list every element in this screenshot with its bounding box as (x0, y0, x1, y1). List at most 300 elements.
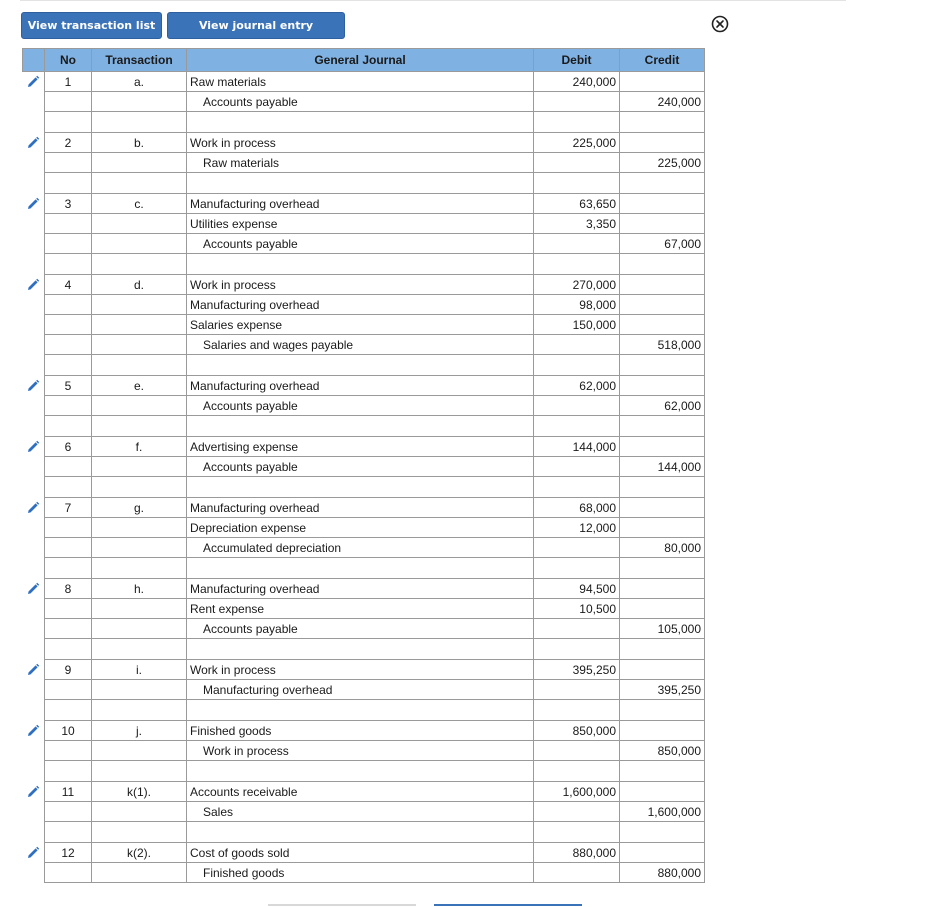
table-row (23, 579, 705, 599)
blank-cell[interactable] (534, 477, 620, 498)
table-row (23, 843, 705, 863)
table-row (23, 72, 705, 92)
blank-cell[interactable] (620, 558, 705, 579)
credit-cell[interactable]: 850,000 (620, 741, 705, 761)
credit-cell[interactable] (620, 782, 705, 802)
blank-cell[interactable] (534, 416, 620, 437)
credit-cell[interactable]: 62,000 (620, 396, 705, 416)
entry-transaction: h. (92, 579, 187, 599)
pencil-icon[interactable] (26, 197, 40, 211)
entry-number (45, 295, 92, 315)
blank-row (23, 112, 705, 133)
credit-cell[interactable]: 395,250 (620, 680, 705, 700)
debit-cell[interactable]: 3,350 (534, 214, 620, 234)
blank-cell (92, 477, 187, 498)
blank-cell[interactable] (620, 254, 705, 275)
entry-transaction: f. (92, 437, 187, 457)
view-transaction-list-button[interactable]: View transaction list (21, 12, 162, 39)
debit-cell[interactable] (534, 335, 620, 355)
edit-cell-empty (23, 234, 45, 254)
account-cell[interactable]: Sales (187, 802, 534, 822)
blank-cell[interactable] (620, 761, 705, 782)
account-cell[interactable]: Raw materials (187, 153, 534, 173)
debit-cell[interactable]: 68,000 (534, 498, 620, 518)
entry-transaction (92, 315, 187, 335)
blank-cell[interactable] (534, 355, 620, 376)
entry-number (45, 741, 92, 761)
account-cell[interactable]: Manufacturing overhead (187, 194, 534, 214)
entry-number (45, 457, 92, 477)
account-cell[interactable]: Manufacturing overhead (187, 579, 534, 599)
blank-cell[interactable] (620, 173, 705, 194)
credit-cell[interactable]: 67,000 (620, 234, 705, 254)
debit-cell[interactable] (534, 92, 620, 112)
edit-cell (23, 437, 45, 457)
entry-transaction: g. (92, 498, 187, 518)
blank-row (23, 254, 705, 275)
header-credit: Credit (620, 49, 705, 72)
bottom-button-stub-right[interactable] (434, 904, 582, 906)
blank-cell (45, 700, 92, 721)
account-cell[interactable]: Accounts payable (187, 234, 534, 254)
account-cell[interactable]: Work in process (187, 660, 534, 680)
entry-number: 9 (45, 660, 92, 680)
entry-transaction (92, 335, 187, 355)
edit-cell-empty (23, 822, 45, 843)
pencil-icon[interactable] (26, 724, 40, 738)
debit-cell[interactable]: 240,000 (534, 72, 620, 92)
edit-cell-empty (23, 619, 45, 639)
view-journal-entry-worksheet-button[interactable]: View journal entry (167, 12, 345, 39)
general-journal-table (22, 48, 705, 883)
edit-cell-empty (23, 416, 45, 437)
credit-cell[interactable] (620, 295, 705, 315)
blank-cell[interactable] (620, 416, 705, 437)
edit-cell-empty (23, 639, 45, 660)
credit-cell[interactable]: 518,000 (620, 335, 705, 355)
account-cell[interactable]: Work in process (187, 275, 534, 295)
credit-cell[interactable]: 1,600,000 (620, 802, 705, 822)
blank-cell[interactable] (534, 112, 620, 133)
edit-cell-empty (23, 355, 45, 376)
account-cell[interactable]: Manufacturing overhead (187, 680, 534, 700)
edit-cell (23, 579, 45, 599)
debit-cell[interactable]: 144,000 (534, 437, 620, 457)
account-cell[interactable]: Rent expense (187, 599, 534, 619)
debit-cell[interactable] (534, 396, 620, 416)
edit-cell-empty (23, 741, 45, 761)
blank-row (23, 173, 705, 194)
blank-cell[interactable] (534, 639, 620, 660)
entry-transaction (92, 92, 187, 112)
blank-cell[interactable] (620, 639, 705, 660)
blank-cell[interactable] (534, 254, 620, 275)
blank-cell[interactable] (187, 112, 534, 133)
entry-transaction: d. (92, 275, 187, 295)
credit-cell[interactable]: 144,000 (620, 457, 705, 477)
edit-cell-empty (23, 477, 45, 498)
debit-cell[interactable]: 10,500 (534, 599, 620, 619)
entry-number (45, 619, 92, 639)
edit-cell-empty (23, 254, 45, 275)
header-no: No (45, 49, 92, 72)
debit-cell[interactable]: 150,000 (534, 315, 620, 335)
table-row (23, 133, 705, 153)
entry-transaction: c. (92, 194, 187, 214)
table-row (23, 680, 705, 700)
edit-cell-empty (23, 599, 45, 619)
edit-cell (23, 660, 45, 680)
account-cell[interactable]: Manufacturing overhead (187, 376, 534, 396)
account-cell[interactable]: Utilities expense (187, 214, 534, 234)
edit-cell (23, 843, 45, 863)
debit-cell[interactable]: 395,250 (534, 660, 620, 680)
account-cell[interactable]: Accumulated depreciation (187, 538, 534, 558)
entry-transaction: b. (92, 133, 187, 153)
table-row (23, 376, 705, 396)
edit-cell-empty (23, 761, 45, 782)
blank-row (23, 558, 705, 579)
account-cell[interactable]: Salaries expense (187, 315, 534, 335)
credit-cell[interactable]: 105,000 (620, 619, 705, 639)
entry-number: 8 (45, 579, 92, 599)
blank-cell (45, 112, 92, 133)
entry-transaction: e. (92, 376, 187, 396)
blank-cell (92, 112, 187, 133)
entry-transaction (92, 802, 187, 822)
debit-cell[interactable] (534, 457, 620, 477)
credit-cell[interactable]: 880,000 (620, 863, 705, 883)
blank-cell (45, 477, 92, 498)
blank-cell (92, 700, 187, 721)
blank-row (23, 761, 705, 782)
pencil-icon[interactable] (26, 278, 40, 292)
debit-cell[interactable] (534, 538, 620, 558)
entry-transaction (92, 234, 187, 254)
debit-cell[interactable] (534, 802, 620, 822)
entry-transaction (92, 153, 187, 173)
entry-number: 7 (45, 498, 92, 518)
blank-cell[interactable] (187, 416, 534, 437)
entry-number (45, 802, 92, 822)
blank-cell (45, 761, 92, 782)
blank-cell[interactable] (187, 761, 534, 782)
blank-cell[interactable] (620, 112, 705, 133)
entry-number: 1 (45, 72, 92, 92)
close-circle-icon[interactable] (711, 15, 729, 33)
edit-cell-empty (23, 112, 45, 133)
credit-cell[interactable] (620, 518, 705, 538)
debit-cell[interactable] (534, 863, 620, 883)
edit-cell-empty (23, 335, 45, 355)
credit-cell[interactable] (620, 843, 705, 863)
debit-cell[interactable]: 98,000 (534, 295, 620, 315)
debit-cell[interactable]: 12,000 (534, 518, 620, 538)
blank-row (23, 355, 705, 376)
pencil-icon[interactable] (26, 136, 40, 150)
entry-transaction (92, 538, 187, 558)
blank-cell (45, 355, 92, 376)
account-cell[interactable]: Accounts payable (187, 92, 534, 112)
pencil-icon[interactable] (26, 785, 40, 799)
edit-cell (23, 194, 45, 214)
pencil-icon[interactable] (26, 501, 40, 515)
blank-cell[interactable] (534, 558, 620, 579)
entry-transaction (92, 295, 187, 315)
blank-row (23, 822, 705, 843)
header-transaction: Transaction (92, 49, 187, 72)
header-debit: Debit (534, 49, 620, 72)
entry-transaction (92, 741, 187, 761)
table-row (23, 538, 705, 558)
blank-cell (45, 822, 92, 843)
edit-cell-empty (23, 518, 45, 538)
table-row (23, 619, 705, 639)
blank-cell (92, 639, 187, 660)
entry-number (45, 863, 92, 883)
account-cell[interactable]: Finished goods (187, 863, 534, 883)
entry-transaction (92, 680, 187, 700)
edit-cell-empty (23, 214, 45, 234)
blank-cell[interactable] (187, 700, 534, 721)
debit-cell[interactable] (534, 680, 620, 700)
table-row (23, 275, 705, 295)
blank-cell (92, 355, 187, 376)
debit-cell[interactable]: 270,000 (534, 275, 620, 295)
debit-cell[interactable] (534, 741, 620, 761)
account-cell[interactable]: Accounts payable (187, 396, 534, 416)
table-row (23, 437, 705, 457)
account-cell[interactable]: Depreciation expense (187, 518, 534, 538)
entry-number: 5 (45, 376, 92, 396)
blank-cell[interactable] (187, 355, 534, 376)
edit-cell-empty (23, 680, 45, 700)
blank-cell[interactable] (187, 822, 534, 843)
credit-cell[interactable] (620, 315, 705, 335)
credit-cell[interactable] (620, 721, 705, 741)
edit-cell (23, 133, 45, 153)
entry-number (45, 518, 92, 538)
entry-transaction (92, 619, 187, 639)
blank-row (23, 639, 705, 660)
edit-cell-empty (23, 558, 45, 579)
blank-cell[interactable] (534, 700, 620, 721)
edit-cell (23, 498, 45, 518)
header-general-journal: General Journal (187, 49, 534, 72)
entry-number: 4 (45, 275, 92, 295)
account-cell[interactable]: Accounts payable (187, 457, 534, 477)
debit-cell[interactable]: 225,000 (534, 133, 620, 153)
credit-cell[interactable] (620, 133, 705, 153)
entry-number: 12 (45, 843, 92, 863)
entry-transaction: k(2). (92, 843, 187, 863)
account-cell[interactable]: Advertising expense (187, 437, 534, 457)
entry-number: 10 (45, 721, 92, 741)
blank-row (23, 700, 705, 721)
account-cell[interactable]: Manufacturing overhead (187, 498, 534, 518)
debit-cell[interactable]: 62,000 (534, 376, 620, 396)
account-cell[interactable]: Accounts payable (187, 619, 534, 639)
debit-cell[interactable]: 1,600,000 (534, 782, 620, 802)
table-row (23, 660, 705, 680)
entry-number: 2 (45, 133, 92, 153)
entry-transaction: i. (92, 660, 187, 680)
table-row (23, 498, 705, 518)
entry-number (45, 92, 92, 112)
debit-cell[interactable]: 880,000 (534, 843, 620, 863)
credit-cell[interactable] (620, 498, 705, 518)
edit-cell-empty (23, 538, 45, 558)
entry-number (45, 234, 92, 254)
debit-cell[interactable] (534, 153, 620, 173)
entry-transaction (92, 863, 187, 883)
blank-cell[interactable] (620, 355, 705, 376)
blank-cell[interactable] (187, 477, 534, 498)
edit-cell-empty (23, 700, 45, 721)
blank-cell[interactable] (534, 822, 620, 843)
table-row (23, 457, 705, 477)
blank-cell[interactable] (620, 700, 705, 721)
credit-cell[interactable]: 240,000 (620, 92, 705, 112)
table-row (23, 194, 705, 214)
blank-cell[interactable] (620, 822, 705, 843)
edit-cell-empty (23, 295, 45, 315)
edit-cell-empty (23, 457, 45, 477)
account-cell[interactable]: Cost of goods sold (187, 843, 534, 863)
credit-cell[interactable] (620, 660, 705, 680)
bottom-button-stub-left (268, 904, 416, 906)
entry-number (45, 396, 92, 416)
entry-number (45, 599, 92, 619)
entry-number (45, 214, 92, 234)
blank-cell[interactable] (534, 761, 620, 782)
blank-cell[interactable] (620, 477, 705, 498)
table-row (23, 599, 705, 619)
entry-transaction (92, 214, 187, 234)
table-row (23, 153, 705, 173)
edit-cell-empty (23, 153, 45, 173)
account-cell[interactable]: Work in process (187, 133, 534, 153)
account-cell[interactable]: Raw materials (187, 72, 534, 92)
top-divider (20, 0, 846, 1)
pencil-icon[interactable] (26, 379, 40, 393)
credit-cell[interactable] (620, 376, 705, 396)
blank-cell (92, 761, 187, 782)
edit-cell-empty (23, 396, 45, 416)
entry-transaction: k(1). (92, 782, 187, 802)
header-edit-spacer (23, 49, 45, 72)
account-cell[interactable]: Salaries and wages payable (187, 335, 534, 355)
table-row (23, 396, 705, 416)
blank-cell (45, 558, 92, 579)
entry-transaction: j. (92, 721, 187, 741)
debit-cell[interactable] (534, 619, 620, 639)
edit-cell (23, 275, 45, 295)
blank-cell[interactable] (187, 558, 534, 579)
debit-cell[interactable]: 850,000 (534, 721, 620, 741)
entry-number (45, 335, 92, 355)
credit-cell[interactable]: 225,000 (620, 153, 705, 173)
entry-number (45, 538, 92, 558)
table-row (23, 315, 705, 335)
entry-transaction (92, 599, 187, 619)
entry-number: 6 (45, 437, 92, 457)
table-row (23, 335, 705, 355)
edit-cell-empty (23, 863, 45, 883)
credit-cell[interactable] (620, 599, 705, 619)
entry-number (45, 315, 92, 335)
table-row (23, 721, 705, 741)
edit-cell (23, 72, 45, 92)
blank-row (23, 477, 705, 498)
blank-cell[interactable] (187, 254, 534, 275)
blank-cell (92, 173, 187, 194)
debit-cell[interactable]: 94,500 (534, 579, 620, 599)
credit-cell[interactable] (620, 72, 705, 92)
account-cell[interactable]: Manufacturing overhead (187, 295, 534, 315)
table-row (23, 863, 705, 883)
entry-number: 3 (45, 194, 92, 214)
debit-cell[interactable] (534, 234, 620, 254)
pencil-icon[interactable] (26, 75, 40, 89)
table-header-row (23, 49, 705, 72)
edit-cell-empty (23, 173, 45, 194)
blank-cell (45, 639, 92, 660)
credit-cell[interactable] (620, 437, 705, 457)
credit-cell[interactable] (620, 214, 705, 234)
pencil-icon[interactable] (26, 440, 40, 454)
credit-cell[interactable] (620, 194, 705, 214)
entry-transaction (92, 457, 187, 477)
entry-transaction (92, 396, 187, 416)
entry-number (45, 153, 92, 173)
account-cell[interactable]: Accounts receivable (187, 782, 534, 802)
blank-cell[interactable] (534, 173, 620, 194)
pencil-icon[interactable] (26, 846, 40, 860)
blank-row (23, 416, 705, 437)
table-row (23, 214, 705, 234)
table-row (23, 92, 705, 112)
entry-number (45, 680, 92, 700)
account-cell[interactable]: Work in process (187, 741, 534, 761)
account-cell[interactable]: Finished goods (187, 721, 534, 741)
credit-cell[interactable] (620, 275, 705, 295)
blank-cell[interactable] (187, 639, 534, 660)
blank-cell (45, 254, 92, 275)
blank-cell (92, 822, 187, 843)
credit-cell[interactable] (620, 579, 705, 599)
blank-cell (92, 416, 187, 437)
debit-cell[interactable]: 63,650 (534, 194, 620, 214)
table-row (23, 741, 705, 761)
table-row (23, 518, 705, 538)
blank-cell[interactable] (187, 173, 534, 194)
table-row (23, 782, 705, 802)
pencil-icon[interactable] (26, 582, 40, 596)
blank-cell (92, 558, 187, 579)
pencil-icon[interactable] (26, 663, 40, 677)
table-row (23, 802, 705, 822)
credit-cell[interactable]: 80,000 (620, 538, 705, 558)
edit-cell-empty (23, 802, 45, 822)
table-row (23, 234, 705, 254)
entry-number: 11 (45, 782, 92, 802)
edit-cell-empty (23, 315, 45, 335)
edit-cell (23, 376, 45, 396)
edit-cell-empty (23, 92, 45, 112)
entry-transaction (92, 518, 187, 538)
blank-cell (45, 173, 92, 194)
